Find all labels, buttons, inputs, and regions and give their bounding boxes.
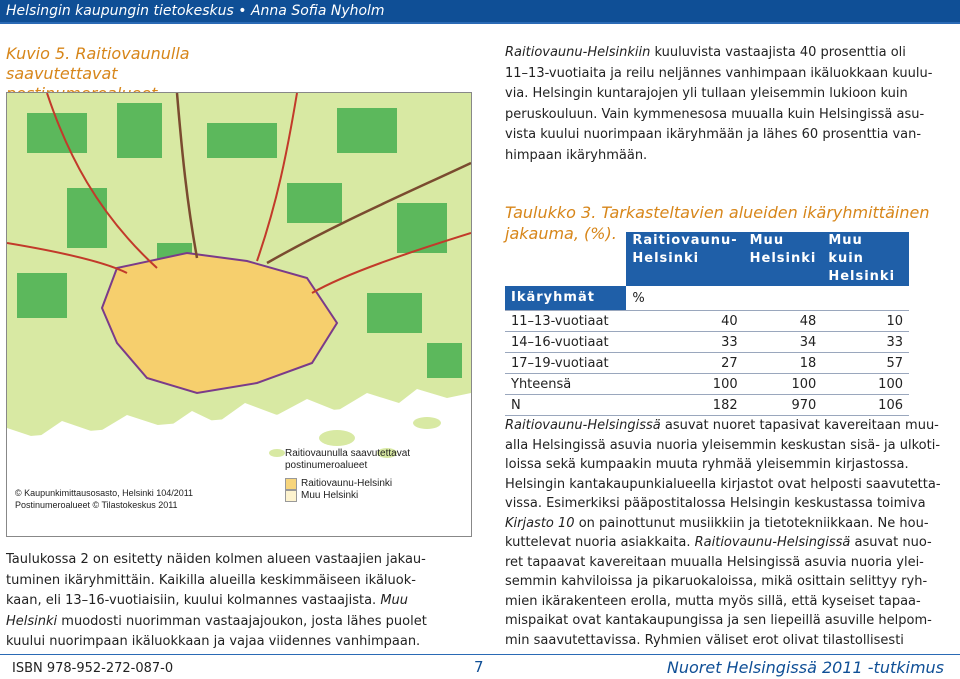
col-header-line: Helsinki [749, 251, 817, 266]
row-label: 17–19-vuotiaat [505, 353, 626, 374]
paragraph-line: alla Helsingissä asuvia nuoria yleisemmin keskustan sisä- ja ulkoti- [505, 437, 941, 453]
legend-label: Muu Helsinki [301, 490, 359, 501]
left-bottom-paragraph [6, 550, 456, 653]
intro-italic: Raitiovaunu-Helsinkiin [505, 45, 651, 60]
footer-series-title: Nuoret Helsingissä 2011 -tutkimus [666, 658, 944, 677]
legend-swatch [285, 490, 297, 502]
paragraph-line: ret tapaavat kavereitaan muualla Helsingissä asuvia nuoria ylei- [505, 554, 924, 570]
legend-label: Raitiovaunu-Helsinki [301, 478, 393, 489]
cell: 33 [822, 332, 909, 353]
legend-swatch [285, 478, 297, 490]
header-rule [0, 22, 960, 24]
paragraph-line: kuttelevat nuoria asiakkaita. [505, 535, 695, 550]
cell: 57 [822, 353, 909, 374]
copyright-line1: © Kaupunkimittausosasto, Helsinki 104/2011 [15, 488, 194, 498]
footer-rule [0, 654, 960, 655]
paragraph-line: mien ikärakenteen erolla, mutta myös sillä, että kyseiset tapaa- [505, 593, 921, 609]
table-row [505, 395, 909, 416]
cell: 970 [744, 395, 823, 416]
header-title: Helsingin kaupungin tietokeskus • Anna Sofia Nyholm [6, 3, 385, 19]
paragraph-line: kuului nuorimpaan ikäluokkaan ja vajaa viidennes vanhimpaan. [6, 634, 421, 649]
cell: 100 [822, 374, 909, 395]
italic-term: Helsinki [6, 613, 58, 629]
cell: 10 [822, 311, 909, 332]
row-label: N [505, 395, 626, 416]
table-header-row [505, 232, 909, 286]
intro-line: kuuluvista vastaajista 40 prosenttia oli [650, 45, 906, 60]
cell: 33 [626, 332, 743, 353]
cell: 34 [744, 332, 823, 353]
cell: 100 [744, 374, 823, 395]
row-label: 11–13-vuotiaat [505, 311, 626, 332]
row-label: 14–16-vuotiaat [505, 332, 626, 353]
paragraph-line: semmin kahviloissa ja pikaruokaloissa, mikä osittain selittyy ryh- [505, 574, 928, 589]
legend-item-muu [285, 490, 410, 502]
col-header-raitiovaunu [626, 232, 743, 286]
figure-title-line1: Kuvio 5. Raitiovaunulla saavutettavat [6, 44, 190, 83]
tram-area-map [6, 92, 472, 537]
row-header-label: Ikäryhmät [505, 286, 626, 311]
table-subheader-row [505, 286, 909, 311]
legend-item-raitiovaunu [285, 478, 410, 490]
cell: 48 [744, 311, 823, 332]
blank-cell [505, 232, 626, 286]
paragraph-line: asuvat nuo- [850, 535, 932, 550]
paragraph-line: vissa. Esimerkiksi pääpostitalossa Helsingin keskustassa toimiva [505, 496, 926, 511]
table-row [505, 353, 909, 374]
col-header-line: Raitiovaunu- [632, 233, 738, 248]
italic-term: Muu [380, 593, 409, 608]
intro-line: vista kuului nuorimpaan ikäryhmään ja lähes 60 prosenttia van- [505, 127, 922, 142]
unit-label: % [632, 290, 645, 306]
right-bottom-paragraph [505, 416, 950, 650]
paragraph-line: kaan, eli 13–16-vuotiaisiin, kuului kolmannes vastaajista. [6, 593, 381, 608]
paragraph-line: min saavutettavissa. Ryhmien väliset erot olivat tilastollisesti [505, 632, 904, 648]
cell: 182 [626, 395, 743, 416]
copyright-line2: Postinumeroalueet © Tilastokeskus 2011 [15, 500, 178, 510]
footer-isbn: ISBN 978-952-272-087-0 [12, 661, 174, 676]
col-header-line: Muu kuin [828, 233, 864, 266]
paragraph-line: loissa sekä kumpaakin muuta ryhmää yleisemmin kirjastossa. [505, 457, 909, 472]
table-title-line1: Taulukko 3. Tarkasteltavien alueiden ikäryhmittäinen [505, 203, 930, 222]
map-legend [285, 448, 410, 502]
page-header [0, 0, 960, 22]
col-header-muu-kuin [822, 232, 909, 286]
table-row [505, 332, 909, 353]
age-group-table [505, 232, 909, 416]
intro-line: 11–13-vuotiaita ja reilu neljännes vanhimpaan ikäluokkaan kuulu- [505, 65, 933, 81]
intro-line: via. Helsingin kuntarajojen yli tullaan yleisemmin lukioon kuin [505, 86, 908, 101]
col-header-line: Muu [749, 233, 785, 248]
paragraph-line: mispaikat ovat kantakaupungissa ja sen liepeillä asuville helpom- [505, 613, 932, 628]
table-title-line2: jakauma, (%). [505, 224, 617, 243]
paragraph-line: Taulukossa 2 on esitetty näiden kolmen alueen vastaajien jakau- [6, 552, 426, 567]
paragraph-line: tuminen ikäryhmittäin. Kaikilla alueilla keskimmäiseen ikäluok- [6, 572, 416, 588]
table-row [505, 311, 909, 332]
col-header-muu [744, 232, 823, 286]
map-copyright [15, 487, 193, 511]
cell: 106 [822, 395, 909, 416]
row-label: Yhteensä [505, 374, 626, 395]
paragraph-line: asuvat nuoret tapasivat kavereitaan muu- [660, 418, 939, 433]
cell: 100 [626, 374, 743, 395]
legend-title-line2: postinumeroalueet [285, 460, 368, 471]
intro-line: himpaan ikäryhmään. [505, 147, 648, 163]
cell: 27 [626, 353, 743, 374]
cell: 40 [626, 311, 743, 332]
paragraph-line: on painottunut musiikkiin ja tietotekniikkaan. Ne hou- [574, 515, 929, 531]
page-number: 7 [474, 658, 484, 676]
right-intro-paragraph [505, 43, 950, 166]
italic-term: Raitiovaunu-Helsingissä [694, 535, 851, 550]
col-header-line: Helsinki [632, 251, 700, 266]
table-row [505, 374, 909, 395]
legend-title-line1: Raitiovaunulla saavutettavat [285, 448, 411, 459]
cell: 18 [744, 353, 823, 374]
italic-term: Kirjasto 10 [505, 515, 575, 531]
italic-term: Raitiovaunu-Helsingissä [505, 418, 661, 433]
intro-line: peruskouluun. Vain kymmenesosa muualla kuin Helsingissä asu- [505, 106, 925, 122]
paragraph-line: muodosti nuorimman vastaajajoukon, josta lähes puolet [57, 613, 427, 629]
col-header-line: Helsinki [828, 269, 896, 284]
paragraph-line: Helsingin kantakaupunkialueella kirjastot ovat helposti saavutetta- [505, 476, 941, 492]
